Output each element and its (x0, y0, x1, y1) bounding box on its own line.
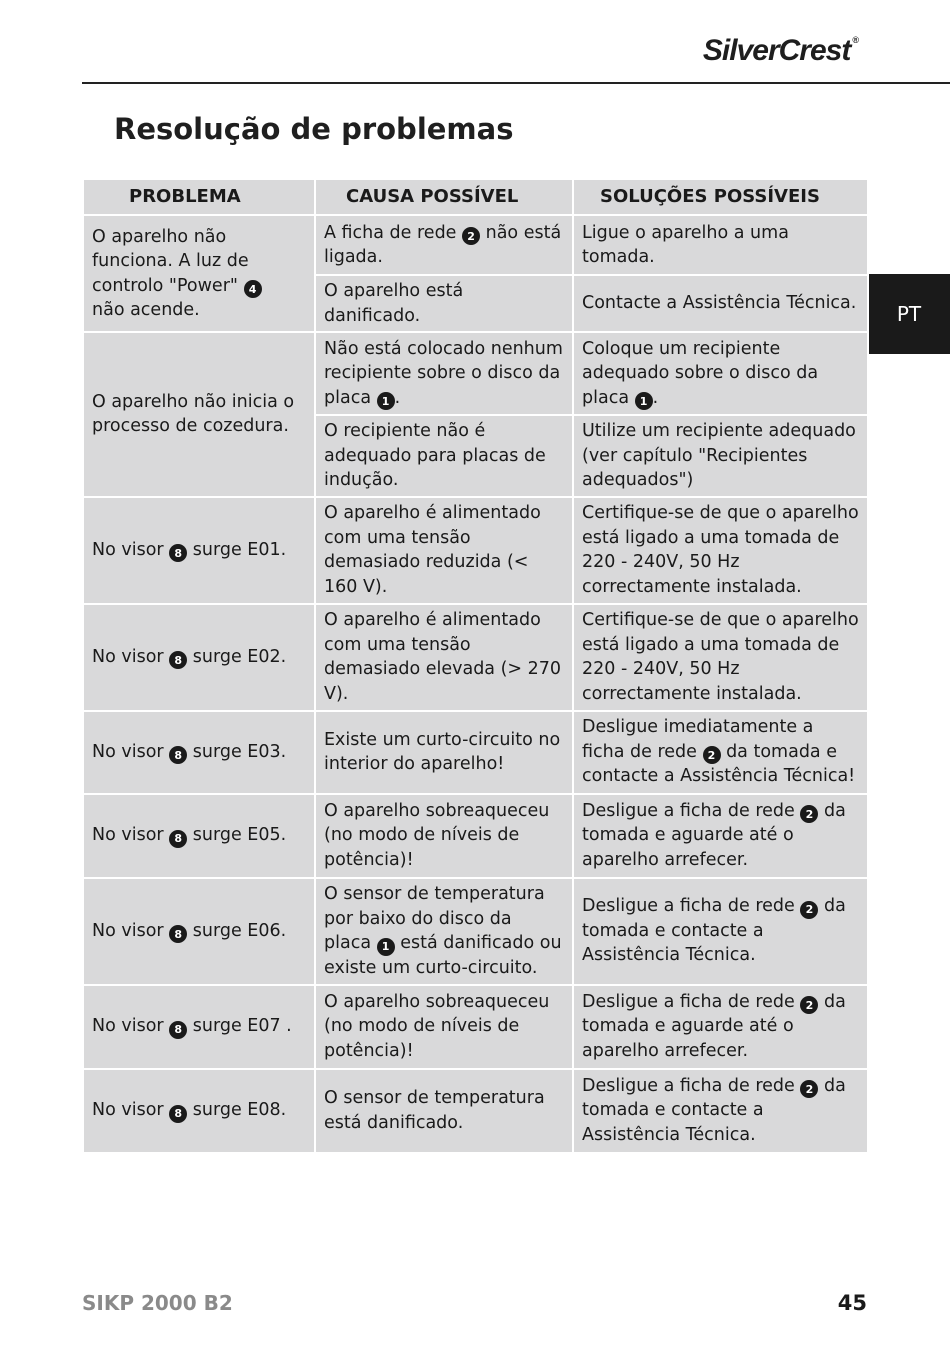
solution-cell: Desligue a ficha de rede 2 da tomada e aguarde até o aparelho arrefecer. (573, 985, 868, 1069)
table-row (83, 215, 868, 275)
problem-cell: No visor 8 surge E06. (83, 878, 315, 985)
solution-cell: Desligue imediatamente a ficha de rede 2 da tomada e contacte a Assistência Técnica! (573, 711, 868, 794)
part-number-icon: 2 (462, 227, 480, 245)
problem-cell: No visor 8 surge E05. (83, 794, 315, 878)
solution-cell: Desligue a ficha de rede 2 da tomada e aguarde até o aparelho arrefecer. (573, 794, 868, 878)
display-number-icon: 8 (169, 830, 187, 848)
part-number-icon: 2 (800, 996, 818, 1014)
cause-cell: O aparelho é alimentado com uma tensão demasiado elevada (> 270 V). (315, 604, 573, 711)
table-row (83, 332, 868, 415)
cause-cell: O aparelho sobreaqueceu (no modo de níveis de potência)! (315, 985, 573, 1069)
table-row (83, 878, 868, 985)
registered-mark: ® (852, 35, 858, 45)
solution-cell: Coloque um recipiente adequado sobre o disco da placa 1 . (573, 332, 868, 415)
display-number-icon: 8 (169, 544, 187, 562)
solution-cell: Ligue o aparelho a uma tomada. (573, 215, 868, 275)
footer-model-number: SIKP 2000 B2 (82, 1291, 233, 1315)
display-number-icon: 8 (169, 1021, 187, 1039)
table-row (83, 711, 868, 794)
problem-cell: O aparelho não inicia o processo de cozedura. (83, 332, 315, 497)
problem-cell: No visor 8 surge E08. (83, 1069, 315, 1153)
column-header-solutions: SOLUÇÕES POSSÍVEIS (573, 179, 868, 215)
display-number-icon: 8 (169, 651, 187, 669)
cause-cell: O sensor de temperatura por baixo do disco da placa 1 está danificado ou existe um curto-circuito. (315, 878, 573, 985)
problem-cell: No visor 8 surge E01. (83, 497, 315, 604)
part-number-icon: 2 (800, 805, 818, 823)
header-divider (82, 82, 950, 84)
table-header-row (83, 179, 868, 215)
solution-cell: Desligue a ficha de rede 2 da tomada e contacte a Assistência Técnica. (573, 878, 868, 985)
brand-logo: SilverCrest ® (702, 34, 858, 67)
part-number-icon: 4 (244, 280, 262, 298)
solution-cell: Certifique-se de que o aparelho está ligado a uma tomada de 220 - 240V, 50 Hz correctamente instalada. (573, 604, 868, 711)
problem-cell: O aparelho não funciona. A luz de controlo "Power" 4 não acende. (83, 215, 315, 332)
table-row (83, 497, 868, 604)
solution-cell: Desligue a ficha de rede 2 da tomada e contacte a Assistência Técnica. (573, 1069, 868, 1153)
cause-cell: O recipiente não é adequado para placas de indução. (315, 415, 573, 497)
problem-cell: No visor 8 surge E03. (83, 711, 315, 794)
problem-cell: No visor 8 surge E02. (83, 604, 315, 711)
cause-cell: A ficha de rede 2 não está ligada. (315, 215, 573, 275)
language-tab: PT (868, 274, 950, 354)
part-number-icon: 1 (635, 392, 653, 410)
page-number: 45 (837, 1291, 867, 1315)
cause-cell: O sensor de temperatura está danificado. (315, 1069, 573, 1153)
solution-cell: Certifique-se de que o aparelho está ligado a uma tomada de 220 - 240V, 50 Hz correctamente instalada. (573, 497, 868, 604)
cause-cell: Existe um curto-circuito no interior do aparelho! (315, 711, 573, 794)
cause-cell: Não está colocado nenhum recipiente sobre o disco da placa 1 . (315, 332, 573, 415)
display-number-icon: 8 (169, 1105, 187, 1123)
display-number-icon: 8 (169, 746, 187, 764)
table-row (83, 1069, 868, 1153)
part-number-icon: 2 (800, 1080, 818, 1098)
part-number-icon: 2 (800, 901, 818, 919)
page-title: Resolução de problemas (114, 112, 514, 146)
table-row (83, 604, 868, 711)
problem-cell: No visor 8 surge E07 . (83, 985, 315, 1069)
part-number-icon: 2 (703, 746, 721, 764)
column-header-cause: CAUSA POSSÍVEL (315, 179, 573, 215)
part-number-icon: 1 (377, 392, 395, 410)
column-header-problem: PROBLEMA (83, 179, 315, 215)
solution-cell: Utilize um recipiente adequado (ver capítulo "Recipientes adequados") (573, 415, 868, 497)
cause-cell: O aparelho está danificado. (315, 275, 573, 332)
part-number-icon: 1 (377, 938, 395, 956)
troubleshooting-table (82, 178, 869, 1154)
cause-cell: O aparelho sobreaqueceu (no modo de níveis de potência)! (315, 794, 573, 878)
table-row (83, 794, 868, 878)
table-row (83, 985, 868, 1069)
solution-cell: Contacte a Assistência Técnica. (573, 275, 868, 332)
cause-cell: O aparelho é alimentado com uma tensão demasiado reduzida (< 160 V). (315, 497, 573, 604)
display-number-icon: 8 (169, 925, 187, 943)
